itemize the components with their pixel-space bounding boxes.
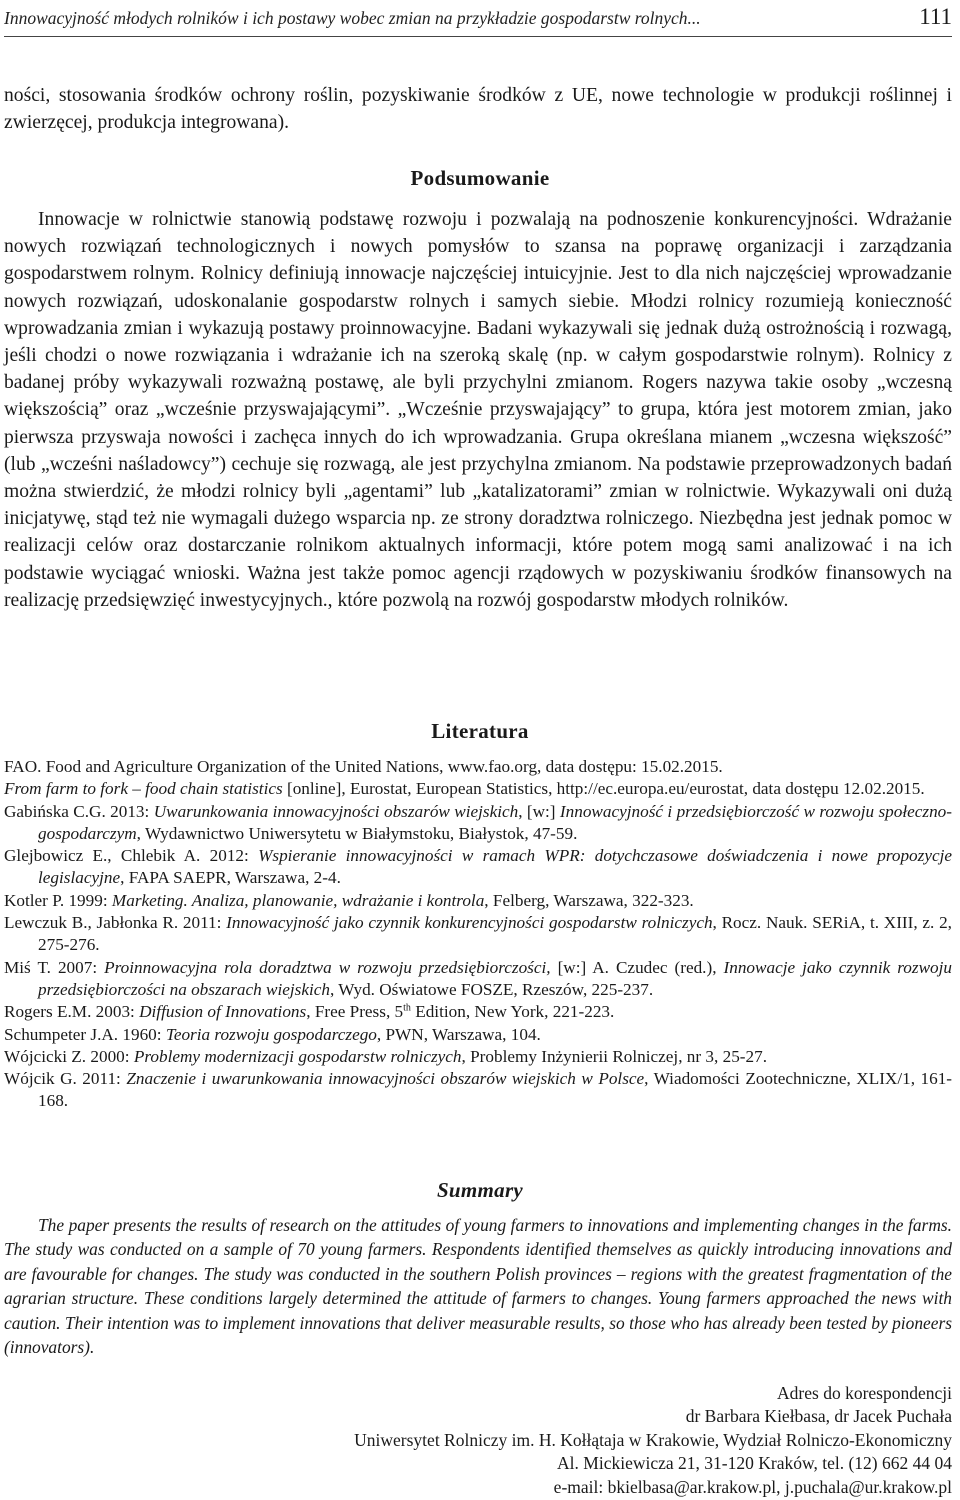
- reference-text: Wójcik G. 2011:: [4, 1069, 127, 1089]
- reference-text: FAO. Food and Agriculture Organization of the United Nations, www.fao.org, data dostępu: 15.02.2015.: [4, 757, 723, 776]
- reference-text: Edition, New York, 221-223.: [410, 1002, 615, 1022]
- reference-text: Miś T. 2007:: [4, 957, 105, 977]
- reference-item: [4, 1068, 952, 1113]
- reference-title: Wspieranie innowacyjności w ramach WPR: dotychczasowe doświadczenia i nowe propozycje legislacyjne: [38, 846, 952, 888]
- reference-title: From farm to fork – food chain statistics: [4, 779, 283, 799]
- reference-text: , Felberg, Warszawa, 322-323.: [484, 890, 694, 910]
- reference-text: , Rocz. Nauk. SERiA, t. XIII, z. 2, 275-276.: [38, 913, 952, 955]
- reference-text: th: [403, 1002, 411, 1014]
- reference-list: [4, 756, 952, 1113]
- reference-title: Innowacyjność jako czynnik konkurencyjności gospodarstw rolniczych: [226, 913, 713, 933]
- address-authors: dr Barbara Kiełbasa, dr Jacek Puchała: [685, 1406, 952, 1427]
- reference-title: Uwarunkowania innowacyjności obszarów wiejskich: [153, 801, 519, 821]
- correspondence-address: [354, 1382, 952, 1499]
- reference-text: [online], Eurostat, European Statistics, http://ec.europa.eu/eurostat, data dostępu 12.02.2015.: [282, 779, 925, 799]
- section-heading-summary: Summary: [436, 1178, 524, 1202]
- reference-text: , Wyd. Oświatowe FOSZE, Rzeszów, 225-237.: [330, 979, 654, 999]
- reference-text: , Wiadomości Zootechniczne, XLIX/1, 161-168.: [38, 1069, 953, 1111]
- summary-paragraph: The paper presents the results of research on the attitudes of young farmers to innovations and implementing changes in the farms. The study was conducted on a sample of 70 young farmers. Respondents identified themselves as quickly introducing innovations and are favourable for changes. The study was conducted in the southern Polish provinces – regions with the greatest fragmentation of the agrarian structure. These conditions largely determined the attitude of farmers to changes. Young farmers approached the news with caution. Their intention was to implement innovations that deliver measurable results, so those who has already been tested by pioneers (innovators).: [4, 1215, 952, 1358]
- address-street: Al. Mickiewicza 21, 31-120 Kraków, tel. (12) 662 44 04: [557, 1453, 952, 1474]
- reference-item: [4, 1024, 952, 1046]
- reference-item: [4, 845, 952, 890]
- address-label: Adres do korespondencji: [777, 1383, 952, 1403]
- reference-item: [4, 1001, 952, 1023]
- reference-item: [4, 890, 952, 912]
- reference-text: Lewczuk B., Jabłonka R. 2011:: [4, 913, 227, 933]
- reference-text: [w:] A. Czudec (red.),: [550, 957, 724, 977]
- address-institution: Uniwersytet Rolniczy im. H. Kołłątaja w Krakowie, Wydział Rolniczo-Ekonomiczny: [354, 1429, 952, 1450]
- reference-title: Problemy modernizacji gospodarstw rolniczych: [133, 1046, 462, 1066]
- reference-item: [4, 778, 952, 800]
- reference-item: [4, 756, 952, 778]
- page-number: 111: [919, 4, 952, 29]
- reference-text: , Wydawnictwo Uniwersytetu w Białymstoku, Białystok, 47-59.: [136, 823, 578, 843]
- reference-title: Proinnowacyjna rola doradztwa w rozwoju przedsiębiorczości,: [104, 957, 551, 977]
- reference-title: Innowacje jako czynnik rozwoju przedsiębiorczości na obszarach wiejskich: [38, 957, 953, 999]
- reference-title: Innowacyjność i przedsiębiorczość w rozwoju społeczno-gospodarczym: [38, 801, 952, 843]
- reference-text: Gabińska C.G. 2013:: [4, 801, 154, 821]
- podsumowanie-paragraph: Innowacje w rolnictwie stanowią podstawę rozwoju i pozwalają na podnoszenie konkurencyjności. Wdrażanie nowych rozwiązań technologicznych i nowych pomysłów to szansa na poprawę organizacji i zarządzania gospodarstwem rolnym. Rolnicy definiują innowacje najczęściej intuicyjnie. Jest to dla nich najczęściej wprowadzanie nowych rozwiązań, udoskonalanie gospodarstw rolnych i samych siebie. Młodzi rolnicy rozumieją konieczność wprowadzania zmian i wykazują postawy proinnowacyjne. Badani wykazywali się jednak dużą ostrożnością i rozwagą, jeśli chodzi o nowe rozwiązania i wdrażanie ich na szeroką skalę (np. w całym gospodarstwie rolnym). Rolnicy z badanej próby wykazywali rozważną postawę, ale byli przychylni zmianom. Rogers nazywa takie osoby „wczesną większością” oraz „wcześnie przyswajającymi”. „Wcześnie przyswajający” to grupa, która jest motorem zmian, jako pierwsza przyswaja nowości i zachęca innych do ich wprowadzania. Grupa określana mianem „wczesna większość” (lub „wcześni naśladowcy”) cechuje się rozwagą, ale jest przychylna zmianom. Na podstawie przeprowadzonych badań można stwierdzić, że młodzi rolnicy byli „agentami” lub „katalizatorami” zmian w rolnictwie. Wykazywali oni dużą inicjatywę, stąd też nie wymagali dużego wsparcia np. ze strony doradztwa rolniczego. Niezbędna jest jednak pomoc w realizacji celów oraz dostarczanie rolnikom aktualnych informacji, które potem mogą sami analizować i na ich podstawie wyciągać wnioski. Ważna jest także pomoc agencji rządowych w pozyskiwaniu środków finansowych na realizację przedsięwzięć inwestycyjnych., które pozwolą na rozwój gospodarstw młodych rolników.: [4, 209, 952, 611]
- reference-item: [4, 1046, 952, 1068]
- reference-title: Diffusion of Innovations: [139, 1002, 307, 1022]
- continuation-paragraph: ności, stosowania środków ochrony roślin, pozyskiwanie środków z UE, nowe technologie w produkcji roślinnej i zwierzęcej, produkcja integrowana).: [4, 85, 952, 134]
- section-heading-podsumowanie: Podsumowanie: [410, 166, 550, 190]
- reference-text: Wójcicki Z. 2000:: [4, 1046, 134, 1066]
- running-title: Innowacyjność młodych rolników i ich postawy wobec zmian na przykładzie gospodarstw rolnych...: [4, 8, 701, 28]
- reference-text: Rogers E.M. 2003:: [4, 1002, 140, 1022]
- reference-item: [4, 957, 952, 1002]
- reference-item: [4, 801, 952, 846]
- reference-text: , [w:]: [518, 801, 560, 821]
- reference-text: Schumpeter J.A. 1960:: [4, 1024, 166, 1044]
- reference-title: Znaczenie i uwarunkowania innowacyjności obszarów wiejskich w Polsce: [126, 1069, 645, 1089]
- reference-title: Marketing. Analiza, planowanie, wdrażanie i kontrola: [111, 890, 485, 910]
- address-email: e-mail: bkielbasa@ar.krakow.pl, j.puchala@ur.krakow.pl: [553, 1476, 952, 1497]
- reference-text: Kotler P. 1999:: [4, 890, 112, 910]
- section-heading-literatura: Literatura: [431, 719, 529, 743]
- reference-text: , FAPA SAEPR, Warszawa, 2-4.: [120, 868, 341, 888]
- reference-text: , PWN, Warszawa, 104.: [376, 1024, 541, 1044]
- reference-item: [4, 912, 952, 957]
- reference-text: , Free Press, 5: [306, 1002, 404, 1022]
- running-header: [4, 6, 952, 37]
- reference-title: Teoria rozwoju gospodarczego: [165, 1024, 377, 1044]
- reference-text: Glejbowicz E., Chlebik A. 2012:: [4, 846, 259, 866]
- reference-text: , Problemy Inżynierii Rolniczej, nr 3, 25-27.: [461, 1046, 767, 1066]
